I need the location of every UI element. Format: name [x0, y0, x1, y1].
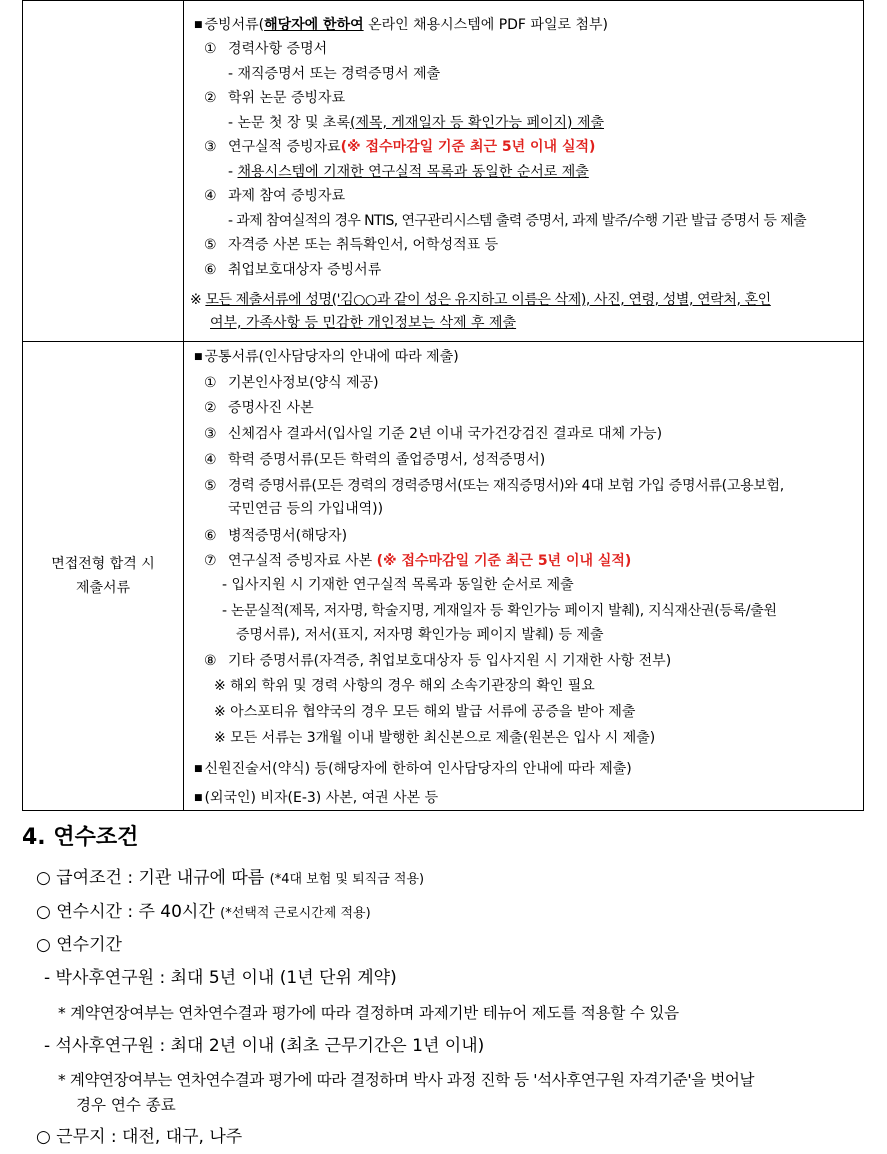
deadline-note-red: (※ 접수마감일 기준 최근 5년 이내 실적)	[376, 553, 632, 569]
list-item: ② 증명사진 사본	[204, 400, 314, 416]
foreigner-visa: ■ (외국인) 비자(E-3) 사본, 여권 사본 등	[194, 790, 439, 806]
item-veteran-docs: ⑥ 취업보호대상자 증빙서류	[204, 262, 382, 278]
item-thesis-sub: - 논문 첫 장 및 초록(제목, 게재일자 등 확인가능 페이지) 제출	[228, 115, 604, 131]
postdoc-phd: - 박사후연구원 : 최대 5년 이내 (1년 단위 계약)	[44, 968, 397, 988]
deadline-note-red: (※ 접수마감일 기준 최근 5년 이내 실적)	[340, 139, 596, 155]
bullet-square: ■	[194, 352, 203, 362]
header-emphasis: 해당자에 한하여	[264, 17, 364, 33]
item-career-cert-sub: - 재직증명서 또는 경력증명서 제출	[228, 66, 441, 82]
submission-documents-table	[22, 0, 864, 811]
item-certificates: ⑤ 자격증 사본 또는 취득확인서, 어학성적표 등	[204, 237, 499, 253]
bullet-square: ■	[194, 764, 203, 774]
table-row	[23, 1, 864, 342]
item-research-record-sub: - 채용시스템에 기재한 연구실적 목록과 동일한 순서로 제출	[228, 164, 589, 180]
postdoc-ms-note-line2: 경우 연수 종료	[76, 1096, 176, 1114]
item-project: ④ 과제 참여 증빙자료	[204, 188, 346, 204]
interview-documents-cell	[184, 342, 864, 811]
postdoc-ms-note-line1: * 계약연장여부는 연차연수결과 평가에 따라 결정하며 박사 과정 진학 등 '석사후연구원 자격기준'을 벗어날	[58, 1071, 755, 1089]
row-label-empty	[23, 1, 184, 342]
evidence-documents-cell	[184, 1, 864, 342]
pay-condition: ○ 급여조건 : 기관 내규에 따름 (*4대 보험 및 퇴직금 적용)	[36, 868, 425, 888]
evidence-header: ■ 증빙서류(해당자에 한하여 온라인 채용시스템에 PDF 파일로 첨부)	[194, 17, 608, 33]
list-item: ⑤ 경력 증명서류(모든 경력의 경력증명서(또는 재직증명서)와 4대 보험 가입 증명서류(고용보험,	[204, 478, 784, 494]
item-research-record: ③ 연구실적 증빙자료(※ 접수마감일 기준 최근 5년 이내 실적)	[204, 139, 596, 155]
bullet-square: ■	[194, 793, 203, 803]
privacy-note-line1: ※ 모든 제출서류에 성명('김○○과 같이 성은 유지하고 이름은 삭제), 사진, 연령, 성별, 연락처, 혼인	[190, 292, 771, 308]
list-item: ④ 학력 증명서류(모든 학력의 졸업증명서, 성적증명서)	[204, 452, 546, 468]
item-career-cert: ① 경력사항 증명서	[204, 41, 328, 57]
training-period: ○ 연수기간	[36, 935, 122, 955]
work-hours: ○ 연수시간 : 주 40시간 (*선택적 근로시간제 적용)	[36, 902, 371, 922]
table-row	[23, 342, 864, 811]
privacy-note-line2: 여부, 가족사항 등 민감한 개인정보는 삭제 후 제출	[210, 315, 517, 331]
section-title: 4. 연수조건	[22, 825, 139, 850]
item-other-certs: ⑧ 기타 증명서류(자격증, 취업보호대상자 등 입사지원 시 기재한 사항 전부)	[204, 653, 672, 669]
list-item: ⑥ 병적증명서(해당자)	[204, 528, 348, 544]
foreign-degree-note: ※ 해외 학위 및 경력 사항의 경우 해외 소속기관장의 확인 필요	[214, 678, 595, 694]
postdoc-ms: - 석사후연구원 : 최대 2년 이내 (최초 근무기간은 1년 이내)	[44, 1036, 485, 1056]
identity-statement: ■ 신원진술서(약식) 등(해당자에 한하여 인사담당자의 안내에 따라 제출)	[194, 761, 632, 777]
item-thesis: ② 학위 논문 증빙자료	[204, 90, 346, 106]
postdoc-phd-note: * 계약연장여부는 연차연수결과 평가에 따라 결정하며 과제기반 테뉴어 제도를 적용할 수 있음	[58, 1004, 679, 1022]
work-location: ○ 근무지 : 대전, 대구, 나주	[36, 1127, 243, 1147]
item-research-copy-sub2-cont: 증명서류), 저서(표지, 저자명 확인가능 페이지 발췌) 등 제출	[236, 627, 604, 643]
common-docs-header: ■ 공통서류(인사담당자의 안내에 따라 제출)	[194, 349, 459, 365]
list-item: ① 기본인사정보(양식 제공)	[204, 375, 379, 391]
item-research-copy-sub1: - 입사지원 시 기재한 연구실적 목록과 동일한 순서로 제출	[222, 577, 574, 593]
item-research-copy: ⑦ 연구실적 증빙자료 사본 (※ 접수마감일 기준 최근 5년 이내 실적)	[204, 553, 632, 569]
apostille-note: ※ 아스포티유 협약국의 경우 모든 해외 발급 서류에 공증을 받아 제출	[214, 704, 636, 720]
item-research-copy-sub2: - 논문실적(제목, 저자명, 학술지명, 게재일자 등 확인가능 페이지 발췌), 지식재산권(등록/출원	[222, 603, 777, 619]
list-item-continuation: 국민연금 등의 가입내역))	[228, 501, 384, 517]
list-item: ③ 신체검사 결과서(입사일 기준 2년 이내 국가건강검진 결과로 대체 가능)	[204, 426, 663, 442]
item-project-sub: - 과제 참여실적의 경우 NTIS, 연구관리시스템 출력 증명서, 과제 발주/수행 기관 발급 증명서 등 제출	[228, 213, 806, 229]
interview-pass-label: 면접전형 합격 시 제출서류	[23, 342, 184, 811]
bullet-square: ■	[194, 20, 203, 30]
recent-docs-note: ※ 모든 서류는 3개월 이내 발행한 최신본으로 제출(원본은 입사 시 제출)	[214, 730, 656, 746]
